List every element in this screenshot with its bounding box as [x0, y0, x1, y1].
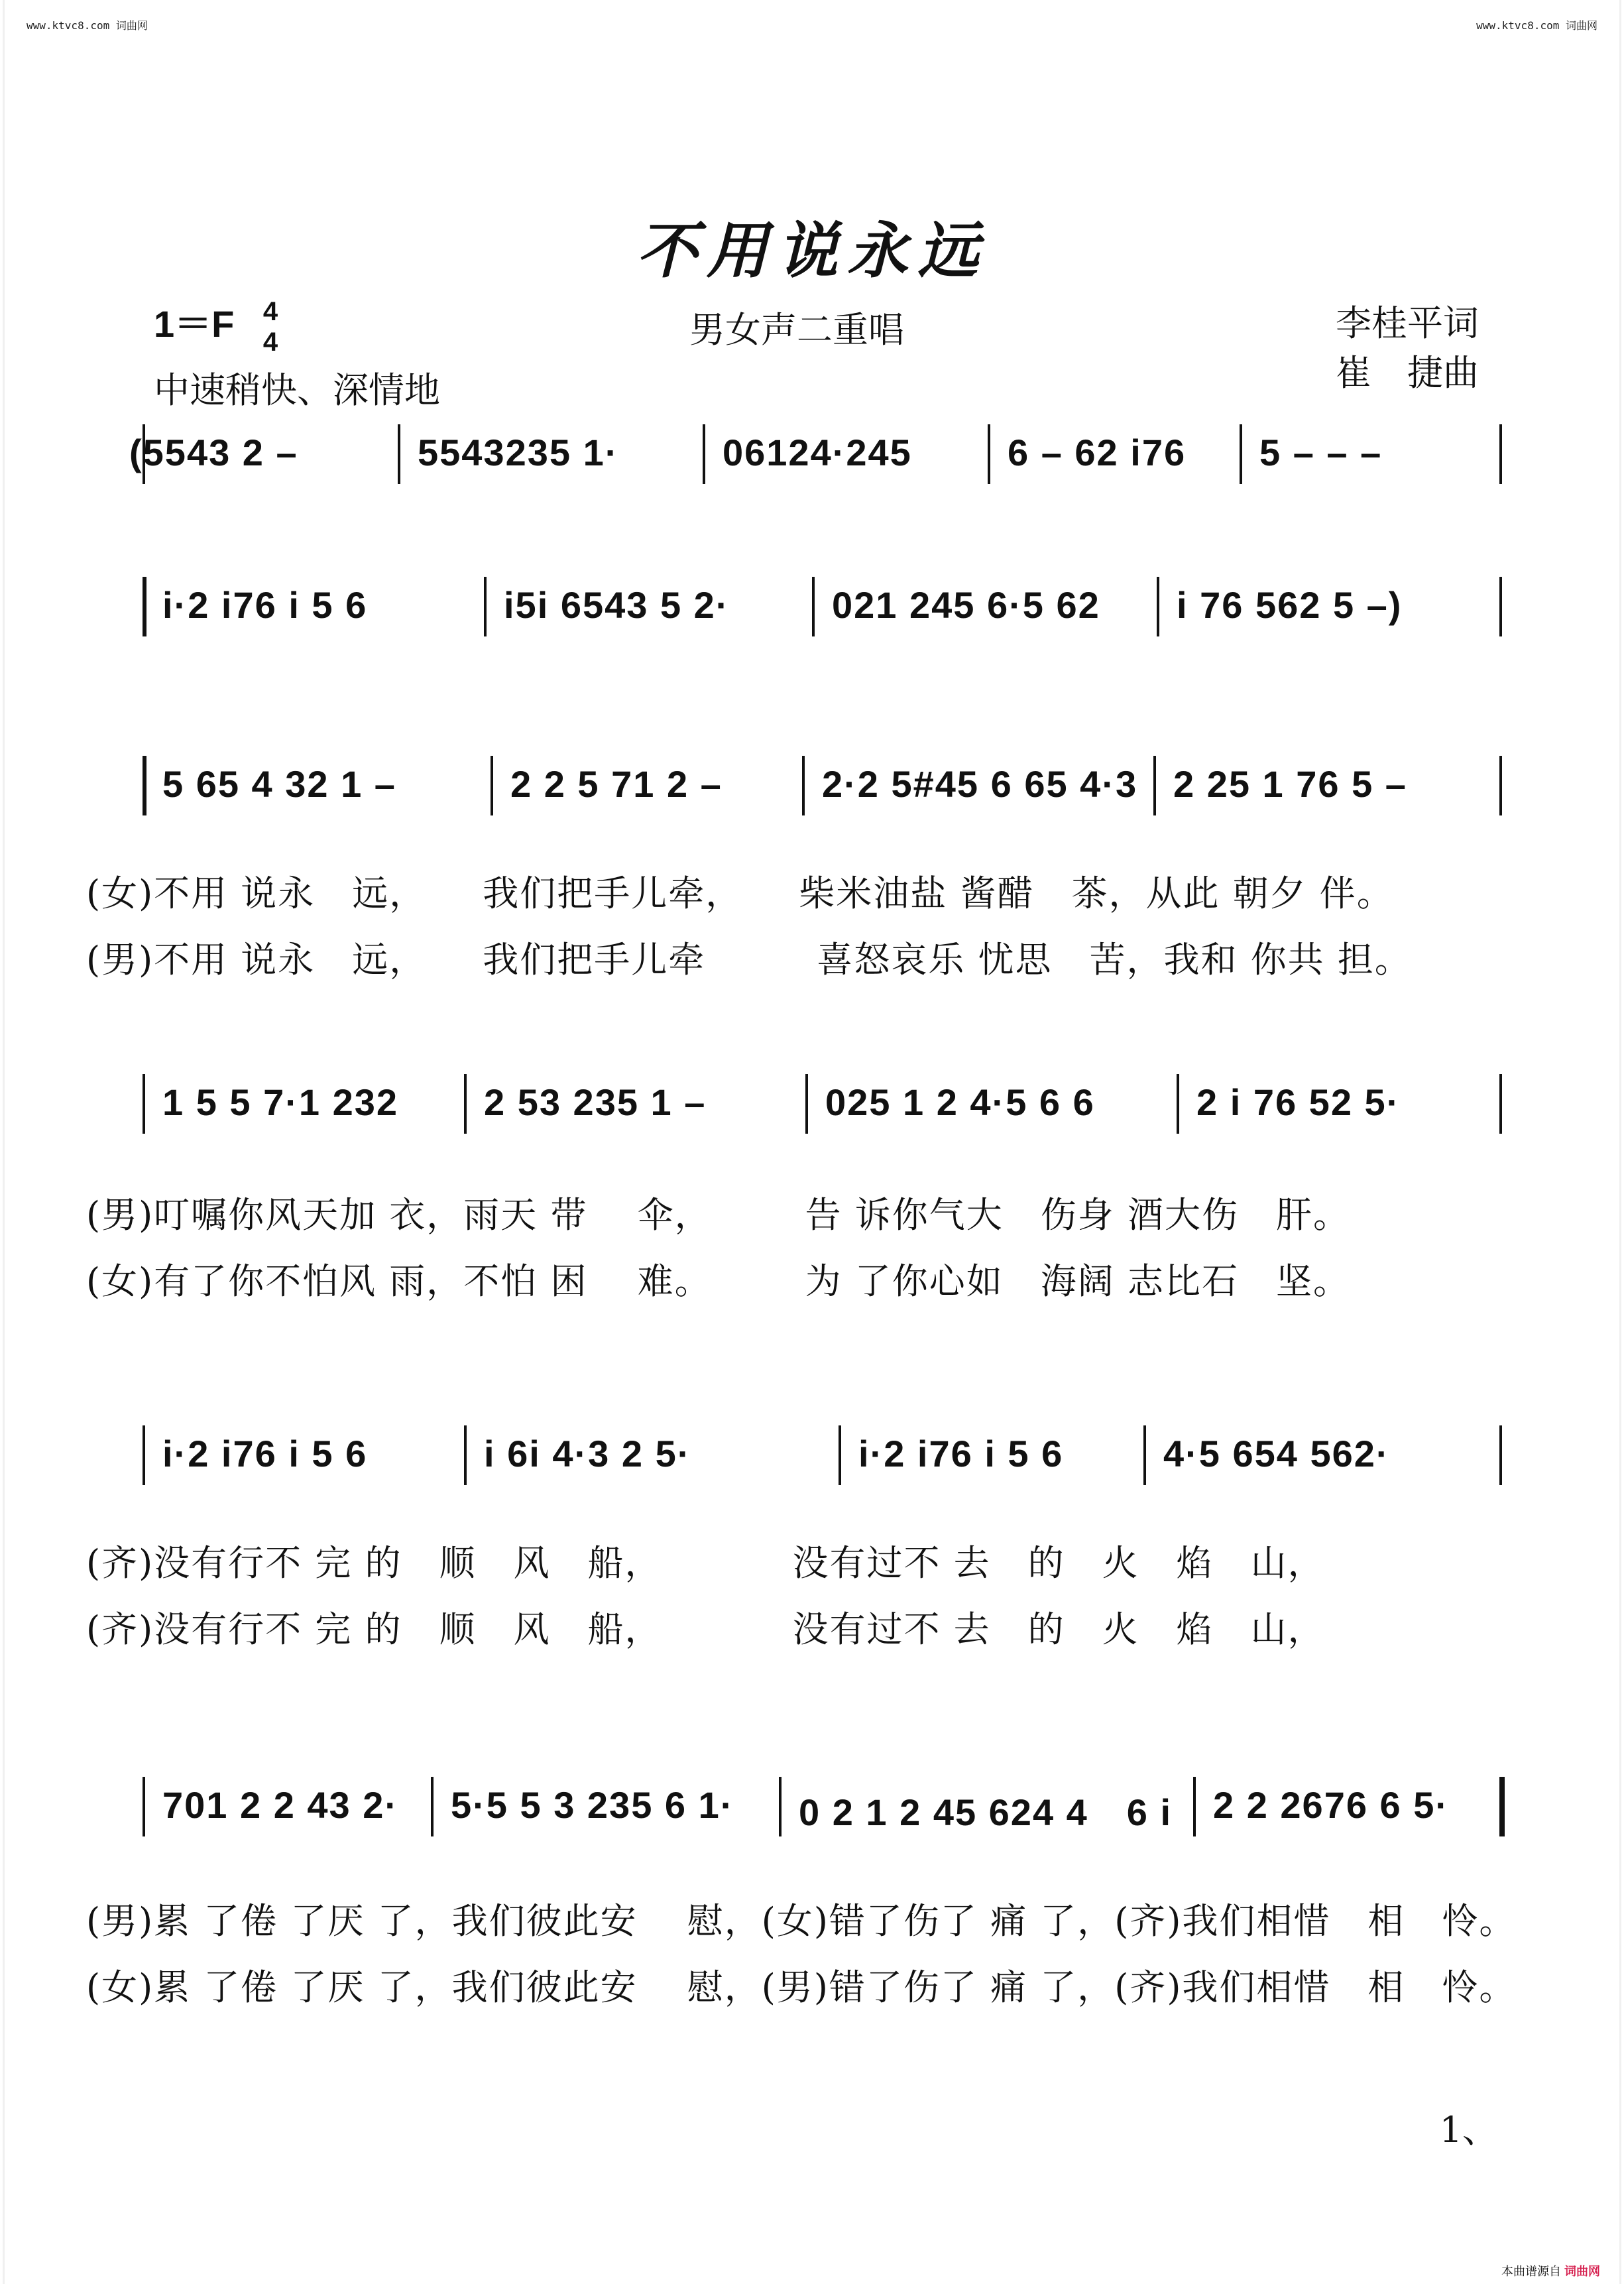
measure: 5543235 1·	[418, 432, 619, 473]
barline	[1143, 1425, 1146, 1485]
lyric-line: (男)不用 说永 远， 我们把手儿牵 喜怒哀乐 忧思 苦，我和 你共 担。	[86, 939, 1412, 981]
measure: 2 2 2676 6 5·	[1213, 1784, 1450, 1826]
measure: 2 i 76 52 5·	[1196, 1081, 1401, 1123]
time-bottom: 4	[262, 328, 278, 357]
barline	[491, 756, 493, 815]
barline	[464, 1074, 467, 1134]
barline	[431, 1777, 434, 1836]
barline	[143, 1074, 145, 1134]
barline	[1499, 577, 1502, 636]
lyricist: 李桂平词	[1336, 302, 1479, 344]
footer-credit	[1501, 2262, 1600, 2279]
barline	[143, 1777, 145, 1836]
barline	[1157, 577, 1159, 636]
measure: i 6i 4·3 2 5·	[484, 1433, 691, 1474]
barline	[398, 424, 400, 484]
measure: 06124·245	[723, 432, 912, 473]
measure: i 76 562 5 –)	[1177, 584, 1403, 626]
measure: 2 53 235 1 –	[484, 1081, 707, 1123]
measure: (5543 2 –	[129, 432, 298, 473]
barline	[802, 756, 805, 815]
barline	[1499, 424, 1502, 484]
lyric-line: (齐)没有行不 完 的 顺 风 船， 没有过不 去 的 火 焰 山，	[86, 1542, 1325, 1584]
barline	[839, 1425, 841, 1485]
measure: 2 2 5 71 2 –	[510, 763, 723, 805]
measure: 5·5 5 3 235 6 1·	[451, 1784, 734, 1826]
lyric-line: (齐)没有行不 完 的 顺 风 船， 没有过不 去 的 火 焰 山，	[86, 1608, 1325, 1650]
measure: 2 25 1 76 5 –	[1173, 763, 1407, 805]
song-title: 不用说永远	[636, 215, 988, 286]
time-signature	[263, 296, 278, 357]
lyric-line: (女)累 了倦 了厌 了，我们彼此安 慰，(男)错了伤了 痛 了，(齐)我们相惜 相 怜。	[86, 1966, 1517, 2008]
barline	[1499, 1425, 1502, 1485]
measure: i·2 i76 i 5 6	[162, 1433, 368, 1474]
footer-label: 本曲谱源自	[1501, 2265, 1561, 2278]
barline	[779, 1777, 782, 1836]
measure: 6 – 62 i76	[1008, 432, 1187, 473]
measure: i5i 6543 5 2·	[504, 584, 730, 626]
barline	[1153, 756, 1156, 815]
barline	[1177, 1074, 1179, 1134]
barline	[143, 1425, 145, 1485]
measure: 4·5 654 562·	[1163, 1433, 1390, 1474]
barline	[1499, 1777, 1505, 1836]
barline	[988, 424, 990, 484]
tempo-marking: 中速稍快、深情地	[154, 369, 440, 411]
site-watermark-right: www.ktvc8.com 词曲网	[1476, 19, 1597, 32]
measure: 0 2 1 2 45 624 4 6 i	[799, 1791, 1173, 1833]
measure: 5 – – –	[1259, 432, 1383, 473]
barline	[1193, 1777, 1196, 1836]
barline	[1499, 1074, 1502, 1134]
barline	[1499, 756, 1502, 815]
barline	[464, 1425, 467, 1485]
barline	[143, 577, 146, 636]
site-watermark-left: www.ktvc8.com 词曲网	[27, 19, 148, 32]
lyric-line: (男)叮嘱你风天加 衣，雨天 带 伞， 告 诉你气大 伤身 酒大伤 肝。	[86, 1194, 1350, 1236]
lyric-line: (女)有了你不怕风 雨，不怕 困 难。 为 了你心如 海阔 志比石 坚。	[86, 1260, 1350, 1302]
barline	[812, 577, 815, 636]
measure: 5 65 4 32 1 –	[162, 763, 396, 805]
measure: 2·2 5#45 6 65 4·3	[822, 763, 1138, 805]
measure: 025 1 2 4·5 6 6	[825, 1081, 1095, 1123]
song-subtitle: 男女声二重唱	[689, 309, 904, 351]
barline	[143, 756, 146, 815]
footer-brand: 词曲网	[1564, 2265, 1600, 2278]
barline	[484, 577, 487, 636]
measure: i·2 i76 i 5 6	[858, 1433, 1064, 1474]
barline	[805, 1074, 808, 1134]
composer: 崔 捷曲	[1336, 352, 1479, 394]
barline	[703, 424, 705, 484]
barline	[1240, 424, 1242, 484]
key-label: 1＝F	[154, 303, 235, 345]
lyric-line: (女)不用 说永 远， 我们把手儿牵， 柴米油盐 酱醋 茶，从此 朝夕 伴。	[86, 872, 1394, 914]
lyric-line: (男)累 了倦 了厌 了，我们彼此安 慰，(女)错了伤了 痛 了，(齐)我们相惜 相 怜。	[86, 1900, 1517, 1942]
key-signature	[154, 295, 278, 357]
measure: 021 245 6·5 62	[832, 584, 1100, 626]
right-edge-strip	[1619, 0, 1621, 2284]
measure: 1 5 5 7·1 232	[162, 1081, 399, 1123]
left-edge-strip	[3, 0, 5, 2284]
measure: i·2 i76 i 5 6	[162, 584, 368, 626]
measure: 701 2 2 43 2·	[162, 1784, 399, 1826]
page-number: 1、	[1439, 2109, 1498, 2151]
time-top: 4	[262, 297, 278, 327]
